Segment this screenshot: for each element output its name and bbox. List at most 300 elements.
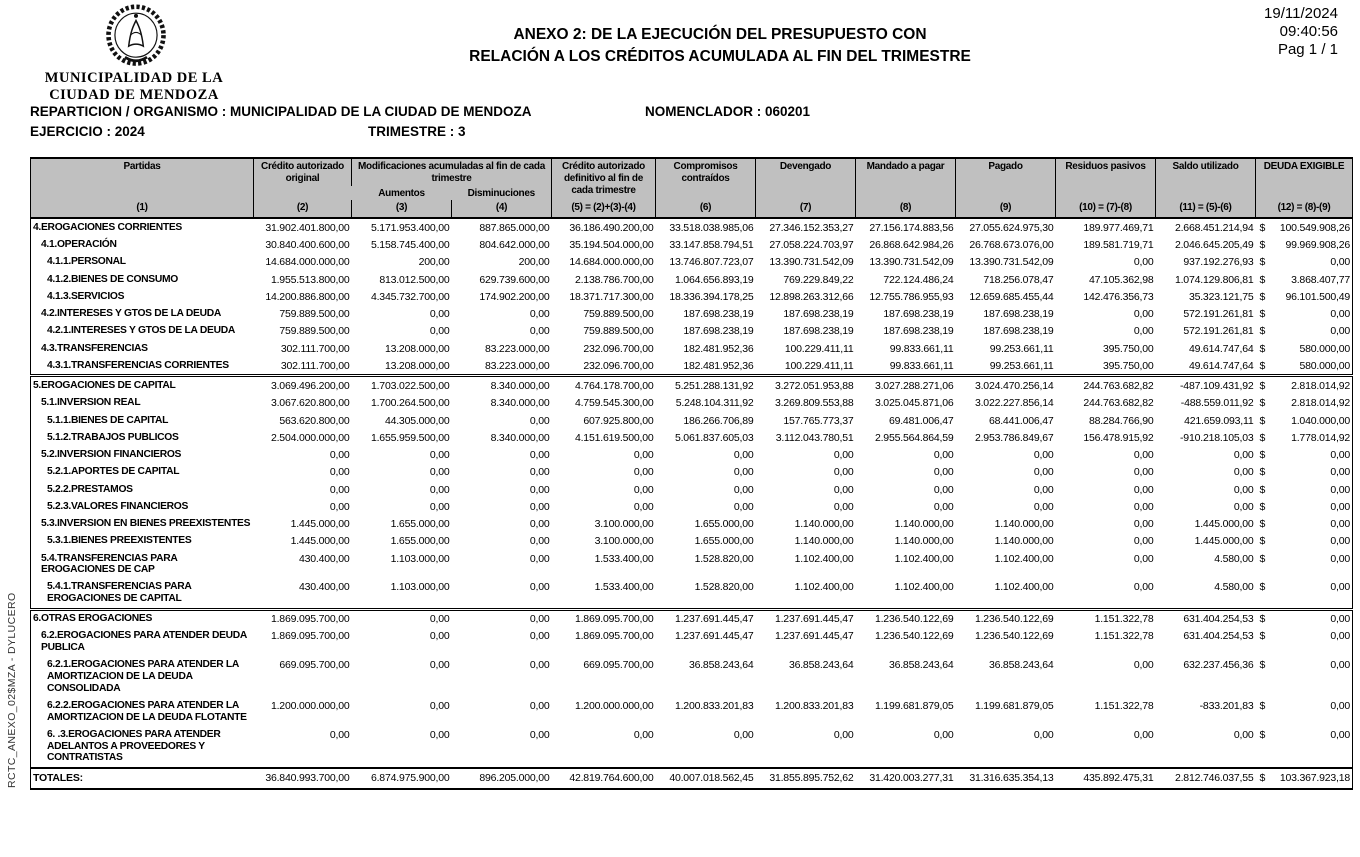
value-cell: 0,00	[833, 483, 854, 496]
deuda-amount: 0,00	[1330, 466, 1350, 479]
deuda-amount: 2.818.014,92	[1291, 380, 1350, 393]
value-cell: 631.404.254,53	[1156, 609, 1256, 628]
value-cell: 1.064.656.893,19	[674, 273, 754, 286]
table-row	[31, 579, 1353, 609]
deuda-cell	[1256, 697, 1353, 726]
header-disminuciones: Disminuciones	[452, 186, 552, 201]
value-cell: 0,00	[529, 325, 550, 338]
value-cell: 4.764.178.700,00	[552, 376, 656, 395]
value-cell: 2.668.451.214,94	[1174, 221, 1254, 234]
partida-label: 5.4.1.TRANSFERENCIAS PARA EROGACIONES DE CAPITAL	[47, 581, 192, 605]
value-cell: 13.208.000,00	[384, 342, 450, 355]
deuda-amount: 0,00	[1330, 630, 1350, 643]
value-cell: 4.345.732.700,00	[370, 290, 450, 303]
value-cell: 1.703.022.500,00	[352, 376, 452, 395]
formula-10: (10) = (7)-(8)	[1056, 200, 1156, 218]
value-cell: 430.400,00	[298, 581, 350, 594]
deuda-cell	[1256, 357, 1353, 376]
value-cell: 0,00	[733, 500, 754, 513]
deuda-cell	[1256, 481, 1353, 498]
value-cell: 33.518.038.985,06	[669, 221, 754, 234]
value-cell: 722.124.486,24	[883, 273, 954, 286]
value-cell: 4.151.619.500,00	[574, 431, 654, 444]
value-cell: 0,00	[529, 630, 550, 643]
value-cell: 0,00	[1133, 483, 1154, 496]
value-cell: 44.305.000,00	[384, 414, 450, 427]
deuda-amount: 0,00	[1330, 699, 1350, 712]
org-name-line2: CIUDAD DE MENDOZA	[49, 86, 219, 103]
value-cell: 187.698.238,19	[683, 308, 754, 321]
value-cell: 0,00	[529, 308, 550, 321]
value-cell: 13.208.000,00	[384, 359, 450, 372]
deuda-amount: 0,00	[1330, 518, 1350, 531]
value-cell: 35.194.504.000,00	[569, 239, 654, 252]
totals-value: 2.812.746.037,55	[1156, 768, 1256, 789]
formula-12: (12) = (8)-(9)	[1256, 200, 1353, 218]
value-cell: 1.700.264.500,00	[370, 397, 450, 410]
partida-label: 4.1.2.BIENES DE CONSUMO	[47, 273, 178, 285]
value-cell: 0,00	[833, 449, 854, 462]
currency-symbol: $	[1259, 659, 1266, 672]
value-cell: 18.336.394.178,25	[669, 290, 754, 303]
value-cell: 2.953.786.849,67	[974, 431, 1054, 444]
currency-symbol: $	[1259, 239, 1266, 252]
partida-label: 5.3.1.BIENES PREEXISTENTES	[47, 535, 192, 547]
partida-label: 6.2.2.EROGACIONES PARA ATENDER LA AMORTIZACION DE LA DEUDA FLOTANTE	[47, 699, 247, 723]
value-cell: 887.865.000,00	[479, 221, 550, 234]
value-cell: 0,00	[452, 609, 552, 628]
table-row	[31, 726, 1353, 768]
table-row	[31, 628, 1353, 657]
value-cell: 2.046.645.205,49	[1174, 239, 1254, 252]
value-cell: 1.236.540.122,69	[956, 609, 1056, 628]
formula-4: (4)	[452, 200, 552, 218]
totals-label: TOTALES:	[31, 768, 254, 789]
deuda-cell	[1256, 340, 1353, 357]
report-time: 09:40:56	[1279, 23, 1338, 40]
value-cell: 1.102.400,00	[794, 552, 854, 565]
header-credito-original: Crédito autorizado original	[254, 158, 352, 200]
value-cell: 0,00	[733, 728, 754, 741]
value-cell: 1.140.000,00	[794, 535, 854, 548]
table-row	[31, 357, 1353, 376]
value-cell: 0,00	[1133, 535, 1154, 548]
value-cell: 26.868.642.984,26	[869, 239, 954, 252]
value-cell: 1.528.820,00	[694, 581, 754, 594]
value-cell: 4.580,00	[1214, 552, 1254, 565]
header-devengado: Devengado	[756, 158, 856, 200]
value-cell: 182.481.952,36	[683, 342, 754, 355]
partida-label: 5.EROGACIONES DE CAPITAL	[31, 376, 254, 395]
deuda-amount: 0,00	[1330, 535, 1350, 548]
deuda-amount: 99.969.908,26	[1285, 239, 1350, 252]
currency-symbol: $	[1259, 431, 1266, 444]
table-row	[31, 395, 1353, 412]
report-title-line1: ANEXO 2: DE LA EJECUCIÓN DEL PRESUPUESTO CON	[513, 26, 927, 43]
deuda-cell	[1256, 305, 1353, 322]
deuda-cell	[1256, 533, 1353, 550]
value-cell: 5.061.837.605,03	[674, 431, 754, 444]
value-cell: 0,00	[529, 728, 550, 741]
value-cell: 1.200.833.201,83	[774, 699, 854, 712]
value-cell: 1.140.000,00	[894, 535, 954, 548]
header-pagado: Pagado	[956, 158, 1056, 200]
header-credito-definitivo: Crédito autorizado definitivo al fin de cada trimestre	[552, 158, 656, 200]
deuda-amount: 0,00	[1330, 325, 1350, 338]
formula-9: (9)	[956, 200, 1056, 218]
value-cell: 1.533.400,00	[594, 552, 654, 565]
value-cell: 395.750,00	[1102, 342, 1154, 355]
value-cell: 13.746.807.723,07	[669, 256, 754, 269]
value-cell: 1.869.095.700,00	[254, 609, 352, 628]
formula-2: (2)	[254, 200, 352, 218]
deuda-amount: 0,00	[1330, 500, 1350, 513]
value-cell: 0,00	[933, 449, 954, 462]
currency-symbol: $	[1259, 535, 1266, 548]
value-cell: 572.191.261,81	[1183, 325, 1254, 338]
deuda-cell	[1256, 271, 1353, 288]
value-cell: 632.237.456,36	[1183, 659, 1254, 672]
value-cell: 0,00	[429, 483, 450, 496]
value-cell: 3.022.227.856,14	[974, 397, 1054, 410]
totals-value: 42.819.764.600,00	[552, 768, 656, 789]
partida-label: 5.2.2.PRESTAMOS	[47, 483, 133, 495]
value-cell: 0,00	[429, 308, 450, 321]
deuda-cell	[1256, 657, 1353, 698]
deuda-amount: 96.101.500,49	[1285, 290, 1350, 303]
formula-3: (3)	[352, 200, 452, 218]
value-cell: 0,00	[733, 466, 754, 479]
value-cell: 36.858.243,64	[688, 659, 754, 672]
value-cell: 187.698.238,19	[883, 308, 954, 321]
value-cell: 157.765.773,37	[783, 414, 854, 427]
value-cell: 937.192.276,93	[1183, 256, 1254, 269]
partida-label: 5.2.1.APORTES DE CAPITAL	[47, 466, 180, 478]
value-cell: 0,00	[529, 414, 550, 427]
value-cell: 1.151.322,78	[1094, 630, 1154, 643]
value-cell: 8.340.000,00	[490, 431, 550, 444]
totals-value: 31.855.895.752,62	[756, 768, 856, 789]
value-cell: 142.476.356,73	[1083, 290, 1154, 303]
totals-deuda-amount: 103.367.923,18	[1279, 772, 1350, 785]
formula-1: (1)	[31, 200, 254, 218]
header-residuos-pasivos: Residuos pasivos	[1056, 158, 1156, 200]
value-cell: 3.027.288.271,06	[856, 376, 956, 395]
budget-execution-table	[30, 157, 1353, 790]
value-cell: 759.889.500,00	[583, 325, 654, 338]
value-cell: 47.105.362,98	[1088, 273, 1154, 286]
value-cell: 430.400,00	[298, 552, 350, 565]
value-cell: 0,00	[529, 500, 550, 513]
value-cell: 0,00	[633, 449, 654, 462]
value-cell: 759.889.500,00	[583, 308, 654, 321]
table-row	[31, 323, 1353, 340]
partida-label: 5.3.INVERSION EN BIENES PREEXISTENTES	[41, 518, 251, 530]
value-cell: 13.390.731.542,09	[869, 256, 954, 269]
value-cell: 0,00	[1133, 659, 1154, 672]
value-cell: 669.095.700,00	[583, 659, 654, 672]
value-cell: 83.223.000,00	[484, 342, 550, 355]
value-cell: 0,00	[329, 728, 350, 741]
value-cell: 49.614.747,64	[1188, 359, 1254, 372]
nomenclador-label: NOMENCLADOR : 060201	[645, 104, 811, 119]
value-cell: 0,00	[1233, 500, 1254, 513]
deuda-cell	[1256, 395, 1353, 412]
value-cell: 187.698.238,19	[783, 325, 854, 338]
value-cell: 1.528.820,00	[694, 552, 754, 565]
value-cell: 1.445.000,00	[290, 535, 350, 548]
deuda-amount: 100.549.908,26	[1279, 221, 1350, 234]
value-cell: 0,00	[1133, 325, 1154, 338]
value-cell: 0,00	[1133, 466, 1154, 479]
currency-symbol: $	[1259, 414, 1266, 427]
value-cell: 0,00	[1033, 449, 1054, 462]
table-row	[31, 218, 1353, 236]
value-cell: 0,00	[833, 728, 854, 741]
value-cell: 1.869.095.700,00	[574, 630, 654, 643]
report-title-line2: RELACIÓN A LOS CRÉDITOS ACUMULADA AL FIN DEL TRIMESTRE	[469, 48, 971, 66]
currency-symbol: $	[1259, 699, 1266, 712]
value-cell: 0,00	[1133, 581, 1154, 594]
value-cell: 0,00	[1133, 256, 1154, 269]
value-cell: 5.251.288.131,92	[656, 376, 756, 395]
value-cell: 2.504.000.000,00	[270, 431, 350, 444]
formula-5: (5) = (2)+(3)-(4)	[552, 200, 656, 218]
currency-symbol: $	[1259, 273, 1266, 286]
value-cell: 12.898.263.312,66	[769, 290, 854, 303]
currency-symbol: $	[1259, 380, 1266, 393]
currency-symbol: $	[1259, 500, 1266, 513]
totals-value: 40.007.018.562,45	[656, 768, 756, 789]
partida-label: 5.1.2.TRABAJOS PUBLICOS	[47, 431, 179, 443]
datetime-block	[1264, 5, 1338, 59]
value-cell: 1.869.095.700,00	[270, 630, 350, 643]
partida-label: 5.1.INVERSION REAL	[41, 397, 141, 409]
crest-icon	[88, 4, 184, 70]
value-cell: 1.655.000,00	[694, 535, 754, 548]
value-cell: 0,00	[529, 552, 550, 565]
value-cell: 5.171.953.400,00	[370, 221, 450, 234]
deuda-cell	[1256, 429, 1353, 446]
value-cell: 813.012.500,00	[379, 273, 450, 286]
value-cell: 36.858.243,64	[988, 659, 1054, 672]
value-cell: 1.955.513.800,00	[270, 273, 350, 286]
value-cell: 0,00	[329, 500, 350, 513]
value-cell: 1.237.691.445,47	[656, 609, 756, 628]
currency-symbol: $	[1259, 325, 1266, 338]
municipality-crest-logo	[88, 4, 184, 70]
deuda-amount: 0,00	[1330, 449, 1350, 462]
table-body	[31, 218, 1353, 768]
value-cell: 0,00	[633, 728, 654, 741]
currency-symbol: $	[1259, 466, 1266, 479]
value-cell: 1.103.000,00	[390, 581, 450, 594]
currency-symbol: $	[1259, 772, 1266, 785]
value-cell: 187.698.238,19	[983, 308, 1054, 321]
partida-label: 6.OTRAS EROGACIONES	[31, 609, 254, 628]
value-cell: 0,00	[429, 699, 450, 712]
header-partidas: Partidas	[31, 158, 254, 200]
deuda-amount: 2.818.014,92	[1291, 397, 1350, 410]
formula-7: (7)	[756, 200, 856, 218]
value-cell: 2.138.786.700,00	[574, 273, 654, 286]
partida-label: 5.2.INVERSION FINANCIEROS	[41, 449, 182, 461]
partida-label: 4.2.INTERESES Y GTOS DE LA DEUDA	[41, 308, 221, 320]
value-cell: 3.100.000,00	[594, 518, 654, 531]
deuda-cell	[1256, 628, 1353, 657]
value-cell: 1.237.691.445,47	[774, 630, 854, 643]
value-cell: 1.533.400,00	[594, 581, 654, 594]
value-cell: 36.858.243,64	[788, 659, 854, 672]
value-cell: 27.156.174.883,56	[869, 221, 954, 234]
org-name-line1: MUNICIPALIDAD DE LA	[44, 70, 224, 86]
value-cell: 302.111.700,00	[280, 359, 350, 372]
value-cell: 0,00	[1233, 483, 1254, 496]
value-cell: 3.100.000,00	[594, 535, 654, 548]
value-cell: 0,00	[1233, 449, 1254, 462]
value-cell: 302.111.700,00	[280, 342, 350, 355]
deuda-cell	[1256, 254, 1353, 271]
totals-value: 6.874.975.900,00	[352, 768, 452, 789]
value-cell: 99.833.661,11	[889, 359, 954, 372]
value-cell: 0,00	[933, 500, 954, 513]
value-cell: 232.096.700,00	[583, 359, 654, 372]
value-cell: 99.833.661,11	[889, 342, 954, 355]
value-cell: 12.755.786.955,93	[869, 290, 954, 303]
value-cell: 395.750,00	[1102, 359, 1154, 372]
value-cell: 1.236.540.122,69	[974, 630, 1054, 643]
value-cell: -833.201,83	[1199, 699, 1254, 712]
value-cell: 1.236.540.122,69	[856, 609, 956, 628]
currency-symbol: $	[1259, 483, 1266, 496]
value-cell: 3.269.809.553,88	[774, 397, 854, 410]
value-cell: 0,00	[352, 609, 452, 628]
value-cell: 187.698.238,19	[883, 325, 954, 338]
value-cell: 1.445.000,00	[1194, 518, 1254, 531]
value-cell: 0,00	[733, 483, 754, 496]
table-row	[31, 271, 1353, 288]
currency-symbol: $	[1259, 359, 1266, 372]
deuda-cell	[1256, 236, 1353, 253]
table-row	[31, 340, 1353, 357]
value-cell: 0,00	[1133, 552, 1154, 565]
table-row	[31, 305, 1353, 322]
formula-11: (11) = (5)-(6)	[1156, 200, 1256, 218]
value-cell: 0,00	[529, 449, 550, 462]
table-row	[31, 429, 1353, 446]
value-cell: 0,00	[1033, 728, 1054, 741]
value-cell: 36.186.490.200,00	[569, 221, 654, 234]
value-cell: 1.102.400,00	[994, 581, 1054, 594]
value-cell: 1.151.322,78	[1094, 699, 1154, 712]
value-cell: 0,00	[833, 500, 854, 513]
value-cell: 1.102.400,00	[894, 581, 954, 594]
value-cell: 18.371.717.300,00	[569, 290, 654, 303]
report-date: 19/11/2024	[1264, 5, 1338, 22]
currency-symbol: $	[1259, 290, 1266, 303]
currency-symbol: $	[1259, 728, 1266, 741]
currency-symbol: $	[1259, 518, 1266, 531]
table-row	[31, 550, 1353, 579]
deuda-cell	[1256, 288, 1353, 305]
deuda-amount: 0,00	[1330, 613, 1350, 626]
value-cell: 0,00	[1133, 308, 1154, 321]
value-cell: 0,00	[429, 466, 450, 479]
value-cell: 0,00	[1133, 518, 1154, 531]
value-cell: 27.055.624.975,30	[969, 221, 1054, 234]
partida-label: 4.2.1.INTERESES Y GTOS DE LA DEUDA	[47, 325, 235, 337]
value-cell: 0,00	[329, 449, 350, 462]
value-cell: 187.698.238,19	[683, 325, 754, 338]
value-cell: 0,00	[429, 728, 450, 741]
partida-label: 4.3.1.TRANSFERENCIAS CORRIENTES	[47, 359, 229, 371]
value-cell: 0,00	[1133, 449, 1154, 462]
value-cell: 1.140.000,00	[794, 518, 854, 531]
value-cell: 1.102.400,00	[994, 552, 1054, 565]
currency-symbol: $	[1259, 449, 1266, 462]
org-name	[24, 70, 244, 103]
totals-value: 36.840.993.700,00	[254, 768, 352, 789]
totals-row	[31, 768, 1353, 789]
value-cell: 33.147.858.794,51	[669, 239, 754, 252]
partida-label: 6. .3.EROGACIONES PARA ATENDER ADELANTOS A PROVEEDORES Y CONTRATISTAS	[47, 728, 221, 764]
table-row	[31, 533, 1353, 550]
currency-symbol: $	[1259, 397, 1266, 410]
value-cell: 629.739.600,00	[479, 273, 550, 286]
value-cell: 1.140.000,00	[994, 535, 1054, 548]
value-cell: 83.223.000,00	[484, 359, 550, 372]
partida-label: 4.3.TRANSFERENCIAS	[41, 342, 148, 354]
deuda-cell	[1256, 726, 1353, 768]
report-code-vertical-text: RCTC_ANEXO_02$MZA - DYLUCERO	[6, 592, 18, 788]
deuda-amount: 3.868.407,77	[1291, 273, 1350, 286]
value-cell: 0,00	[633, 466, 654, 479]
value-cell: 1.200.000.000,00	[574, 699, 654, 712]
value-cell: 1.199.681.879,05	[874, 699, 954, 712]
currency-symbol: $	[1259, 342, 1266, 355]
info-line-1	[30, 104, 811, 119]
value-cell: 26.768.673.076,00	[969, 239, 1054, 252]
page-indicator: Pag 1 / 1	[1277, 41, 1338, 58]
value-cell: 1.102.400,00	[794, 581, 854, 594]
value-cell: 14.684.000.000,00	[569, 256, 654, 269]
table-row	[31, 609, 1353, 628]
deuda-cell	[1256, 412, 1353, 429]
currency-symbol: $	[1259, 581, 1266, 594]
table-row	[31, 481, 1353, 498]
value-cell: 0,00	[529, 535, 550, 548]
value-cell: 0,00	[933, 483, 954, 496]
value-cell: -488.559.011,92	[1180, 397, 1254, 410]
value-cell: 0,00	[1033, 483, 1054, 496]
value-cell: 189.977.469,71	[1083, 221, 1154, 234]
value-cell: 607.925.800,00	[583, 414, 654, 427]
value-cell: 1.103.000,00	[390, 552, 450, 565]
value-cell: 174.902.200,00	[479, 290, 550, 303]
value-cell: 8.340.000,00	[452, 376, 552, 395]
currency-symbol: $	[1259, 630, 1266, 643]
value-cell: 4.759.545.300,00	[574, 397, 654, 410]
partida-label: 4.EROGACIONES CORRIENTES	[33, 221, 182, 233]
value-cell: 0,00	[429, 449, 450, 462]
value-cell: 0,00	[429, 500, 450, 513]
value-cell: 200,00	[518, 256, 550, 269]
deuda-amount: 0,00	[1330, 308, 1350, 321]
value-cell: 0,00	[1033, 466, 1054, 479]
value-cell: 1.074.129.806,81	[1174, 273, 1254, 286]
value-cell: 631.404.254,53	[1183, 630, 1254, 643]
value-cell: -910.218.105,03	[1180, 431, 1254, 444]
